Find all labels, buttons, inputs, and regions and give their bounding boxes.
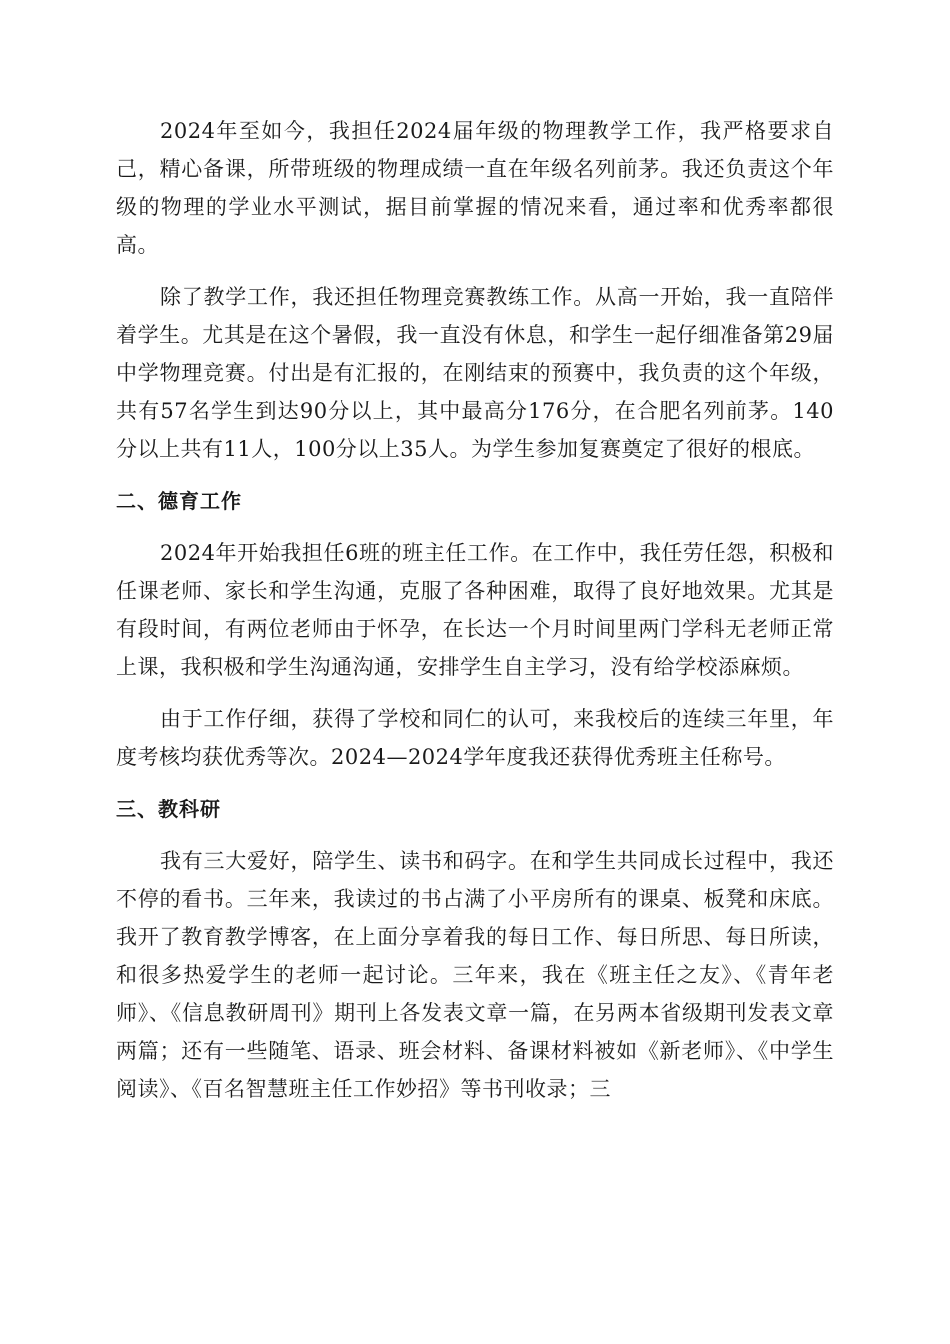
- paragraph-teaching-work: 2024年至如今，我担任2024届年级的物理教学工作，我严格要求自己，精心备课，所带班级的物理成绩一直在年级名列前茅。我还负责这个年级的物理的学业水平测试，据目前掌握的情况来看，通过率和优秀率都很高。: [116, 119, 834, 257]
- paragraph-recognition: 由于工作仔细，获得了学校和同仁的认可，来我校后的连续三年里，年度考核均获优秀等次。2024—2024学年度我还获得优秀班主任称号。: [116, 707, 834, 769]
- paragraph-head-teacher-work: 2024年开始我担任6班的班主任工作。在工作中，我任劳任怨，积极和任课老师、家长和学生沟通，克服了各种困难，取得了良好地效果。尤其是有段时间，有两位老师由于怀孕，在长达一个月时间里两门学科无老师正常上课，我积极和学生沟通沟通，安排学生自主学习，没有给学校添麻烦。: [116, 541, 834, 679]
- document-body: [116, 112, 834, 1122]
- section-heading-research: 三、教科研: [116, 797, 221, 821]
- paragraph-competition-coaching: 除了教学工作，我还担任物理竞赛教练工作。从高一开始，我一直陪伴着学生。尤其是在这个暑假，我一直没有休息，和学生一起仔细准备第29届中学物理竞赛。付出是有汇报的，在刚结束的预赛中，我负责的这个年级，共有57名学生到达90分以上，其中最高分176分，在合肥名列前茅。140分以上共有11人，100分以上35人。为学生参加复赛奠定了很好的根底。: [116, 285, 834, 461]
- section-heading-moral-education: 二、德育工作: [116, 489, 242, 513]
- paragraph-hobbies-publications: 我有三大爱好，陪学生、读书和码字。在和学生共同成长过程中，我还不停的看书。三年来，我读过的书占满了小平房所有的课桌、板凳和床底。我开了教育教学博客，在上面分享着我的每日工作、每日所思、每日所读，和很多热爱学生的老师一起讨论。三年来，我在《班主任之友》、《青年老师》、《信息教研周刊》期刊上各发表文章一篇，在另两本省级期刊发表文章两篇；还有一些随笔、语录、班会材料、备课材料被如《新老师》、《中学生阅读》、《百名智慧班主任工作妙招》等书刊收录；三: [116, 849, 834, 1101]
